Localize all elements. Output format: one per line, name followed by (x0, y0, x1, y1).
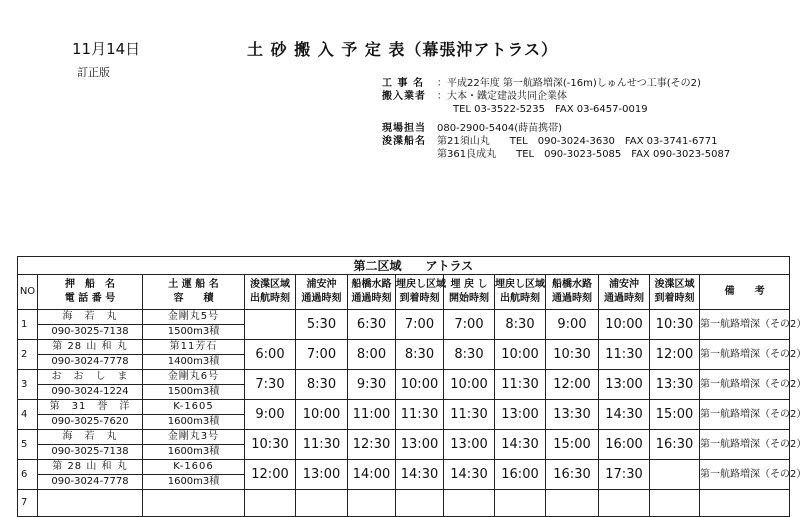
empty-cell (700, 490, 790, 517)
time-t8: 13:00 (599, 370, 650, 400)
dredger-row-2 (382, 148, 730, 161)
tug-phone: 090-3024-1224 (38, 385, 143, 400)
time-t6: 13:00 (495, 400, 546, 430)
col-urayasu-pass (296, 275, 348, 310)
revision-label: 訂正版 (77, 66, 110, 79)
time-t6: 8:30 (495, 310, 546, 340)
col-backfill-depart (495, 275, 546, 310)
remarks: 第一航路増深（その2） (700, 340, 790, 370)
col-backfill-start-line1: 埋 戻 し (450, 279, 488, 290)
remarks: 第一航路増深（その2） (700, 460, 790, 490)
time-t3: 8:00 (348, 340, 396, 370)
time-t7: 10:30 (546, 340, 599, 370)
barge-name: 金剛丸3号 (143, 430, 245, 445)
schedule-body (18, 310, 806, 517)
schedule-table (17, 256, 806, 517)
col-urayasu-return-line1: 浦安沖 (609, 279, 639, 290)
col-backfill-arrive-line1: 埋戻し区域 (396, 279, 446, 290)
col-no: NO (18, 275, 38, 310)
time-t8: 11:30 (599, 340, 650, 370)
time-t4: 14:30 (396, 460, 444, 490)
row-no: 6 (18, 460, 38, 490)
col-tug (38, 275, 143, 310)
time-t3: 14:00 (348, 460, 396, 490)
time-t9: 15:00 (650, 400, 700, 430)
time-t7: 13:30 (546, 400, 599, 430)
col-backfill-depart-line1: 埋戻し区域 (495, 279, 545, 290)
col-barge (143, 275, 245, 310)
row-no: 5 (18, 430, 38, 460)
tug-name: お お し ま (38, 370, 143, 385)
barge-name: 第11芳石 (143, 340, 245, 355)
time-t3: 9:30 (348, 370, 396, 400)
project-info (382, 77, 730, 161)
barge-name: K-1605 (143, 400, 245, 415)
tug-name: 第 28 山 和 丸 (38, 460, 143, 475)
col-urayasu-pass-line1: 浦安沖 (306, 279, 337, 290)
time-t2: 7:00 (296, 340, 348, 370)
empty-cell (396, 490, 444, 517)
col-backfill-depart-line2: 出航時刻 (500, 293, 540, 304)
col-tug-phone: 電 話 番 号 (64, 293, 116, 304)
row-no: 4 (18, 400, 38, 430)
barge-volume: 1500m3積 (143, 385, 245, 400)
time-t1: 6:00 (245, 340, 296, 370)
barge-volume: 1600m3積 (143, 445, 245, 460)
barge-name: 金剛丸6号 (143, 370, 245, 385)
table-row-empty (18, 490, 790, 517)
empty-cell (599, 490, 650, 517)
table-row (18, 370, 790, 385)
time-t1 (245, 310, 296, 340)
tug-name: 海 若 丸 (38, 310, 143, 325)
empty-cell (650, 490, 700, 517)
time-t2: 11:30 (296, 430, 348, 460)
col-funabashi-pass (348, 275, 396, 310)
time-t9 (650, 460, 700, 490)
empty-cell (546, 490, 599, 517)
time-t1: 9:00 (245, 400, 296, 430)
time-t9: 16:30 (650, 430, 700, 460)
barge-volume: 1500m3積 (143, 325, 245, 340)
time-t6: 11:30 (495, 370, 546, 400)
time-t4: 11:30 (396, 400, 444, 430)
dredger-2: 第361良成丸 TEL 090-3023-5085 FAX 090-3023-5087 (437, 149, 731, 160)
remarks: 第一航路増深（その2） (700, 310, 790, 340)
time-t2: 13:00 (296, 460, 348, 490)
dredger-label: 浚渫船名 (382, 136, 426, 147)
time-t1: 7:30 (245, 370, 296, 400)
time-t9: 13:30 (650, 370, 700, 400)
table-row (18, 310, 790, 325)
time-t8: 16:00 (599, 430, 650, 460)
tug-phone: 090-3024-7778 (38, 355, 143, 370)
dredger-1: 第21須山丸 TEL 090-3024-3630 FAX 03-3741-6771 (437, 136, 718, 147)
col-backfill-arrive (396, 275, 444, 310)
col-funabashi-return (546, 275, 599, 310)
col-backfill-start-line2: 開始時刻 (449, 293, 489, 304)
site-value: 080-2900-5404(蒔苗携帯) (437, 123, 563, 134)
column-header-row (18, 275, 790, 310)
construction-value: ：平成22年度 第一航路増深(-16m)しゅんせつ工事(その2) (437, 78, 701, 89)
col-urayasu-return (599, 275, 650, 310)
col-dredge-arrive-line1: 浚渫区域 (654, 279, 695, 290)
empty-cell (348, 490, 396, 517)
col-funabashi-return-line2: 通過時刻 (552, 293, 592, 304)
tug-phone: 090-3025-7138 (38, 445, 143, 460)
time-t8: 10:00 (599, 310, 650, 340)
construction-row (382, 77, 730, 90)
time-t1: 10:30 (245, 430, 296, 460)
time-t4: 7:00 (396, 310, 444, 340)
time-t7: 15:00 (546, 430, 599, 460)
col-urayasu-return-line2: 通過時刻 (604, 293, 644, 304)
site-label: 現場担当 (382, 123, 426, 134)
barge-name: 金剛丸5号 (143, 310, 245, 325)
time-t5: 8:30 (444, 340, 495, 370)
time-t8: 14:30 (599, 400, 650, 430)
time-t5: 11:30 (444, 400, 495, 430)
row-no: 7 (18, 490, 38, 517)
time-t5: 10:00 (444, 370, 495, 400)
time-t7: 9:00 (546, 310, 599, 340)
time-t1: 12:00 (245, 460, 296, 490)
row-no: 1 (18, 310, 38, 340)
time-t5: 7:00 (444, 310, 495, 340)
remarks: 第一航路増深（その2） (700, 370, 790, 400)
time-t7: 12:00 (546, 370, 599, 400)
col-backfill-arrive-line2: 到着時刻 (399, 293, 440, 304)
col-urayasu-pass-line2: 通過時刻 (301, 293, 342, 304)
row-no: 3 (18, 370, 38, 400)
time-t7: 16:30 (546, 460, 599, 490)
tug-phone: 090-3025-7620 (38, 415, 143, 430)
empty-cell (495, 490, 546, 517)
time-t4: 13:00 (396, 430, 444, 460)
site-row (382, 122, 730, 135)
col-dredge-depart (245, 275, 296, 310)
col-funabashi-pass-line2: 通過時刻 (351, 293, 392, 304)
table-row (18, 460, 790, 475)
barge-name: K-1606 (143, 460, 245, 475)
time-t2: 10:00 (296, 400, 348, 430)
empty-cell (245, 490, 296, 517)
table-row (18, 340, 790, 355)
contractor-contact: TEL 03-3522-5235 FAX 03-6457-0019 (453, 104, 648, 115)
time-t4: 8:30 (396, 340, 444, 370)
area-header-row (18, 257, 790, 275)
construction-label: 工 事 名 (382, 78, 424, 89)
tug-phone: 090-3025-7138 (38, 325, 143, 340)
col-barge-name: 土 運 船 名 (168, 279, 219, 290)
time-t9: 12:00 (650, 340, 700, 370)
time-t4: 10:00 (396, 370, 444, 400)
empty-cell (143, 490, 245, 517)
tug-phone: 090-3024-7778 (38, 475, 143, 490)
time-t9: 10:30 (650, 310, 700, 340)
barge-volume: 1600m3積 (143, 475, 245, 490)
col-funabashi-return-line1: 船橋水路 (552, 279, 592, 290)
tug-name: 海 若 丸 (38, 430, 143, 445)
dredger-row-1 (382, 135, 730, 148)
col-funabashi-pass-line1: 船橋水路 (351, 279, 392, 290)
document-title: 土 砂 搬 入 予 定 表（幕張沖アトラス） (247, 40, 558, 59)
table-row (18, 430, 790, 445)
time-t6: 14:30 (495, 430, 546, 460)
time-t5: 14:30 (444, 460, 495, 490)
time-t8: 17:30 (599, 460, 650, 490)
table-row (18, 400, 790, 415)
contractor-label: 搬入業者 (382, 91, 426, 102)
time-t3: 6:30 (348, 310, 396, 340)
col-dredge-arrive-line2: 到着時刻 (654, 293, 695, 304)
time-t6: 16:00 (495, 460, 546, 490)
col-dredge-depart-line2: 出航時刻 (250, 293, 290, 304)
col-remarks: 備 考 (700, 275, 790, 310)
col-backfill-start (444, 275, 495, 310)
tug-name: 第 28 山 和 丸 (38, 340, 143, 355)
row-no: 2 (18, 340, 38, 370)
col-tug-name: 押 船 名 (65, 279, 115, 290)
contractor-value: ：大本・鐵定建設共同企業体 (437, 91, 567, 102)
time-t3: 12:30 (348, 430, 396, 460)
remarks: 第一航路増深（その2） (700, 400, 790, 430)
time-t5: 13:00 (444, 430, 495, 460)
contractor-contact-row (382, 103, 730, 116)
time-t6: 10:00 (495, 340, 546, 370)
time-t2: 8:30 (296, 370, 348, 400)
contractor-row (382, 90, 730, 103)
empty-cell (444, 490, 495, 517)
col-barge-volume: 容 積 (173, 293, 214, 304)
barge-volume: 1600m3積 (143, 415, 245, 430)
area-title: 第二区域 アトラス (38, 257, 790, 275)
barge-volume: 1400m3積 (143, 355, 245, 370)
col-dredge-depart-line1: 浚渫区域 (250, 279, 290, 290)
tug-name: 第 31 誉 洋 (38, 400, 143, 415)
remarks: 第一航路増深（その2） (700, 430, 790, 460)
empty-cell (38, 490, 143, 517)
document-date: 11月14日 (72, 40, 141, 58)
time-t3: 11:00 (348, 400, 396, 430)
empty-cell (296, 490, 348, 517)
col-dredge-arrive (650, 275, 700, 310)
time-t2: 5:30 (296, 310, 348, 340)
